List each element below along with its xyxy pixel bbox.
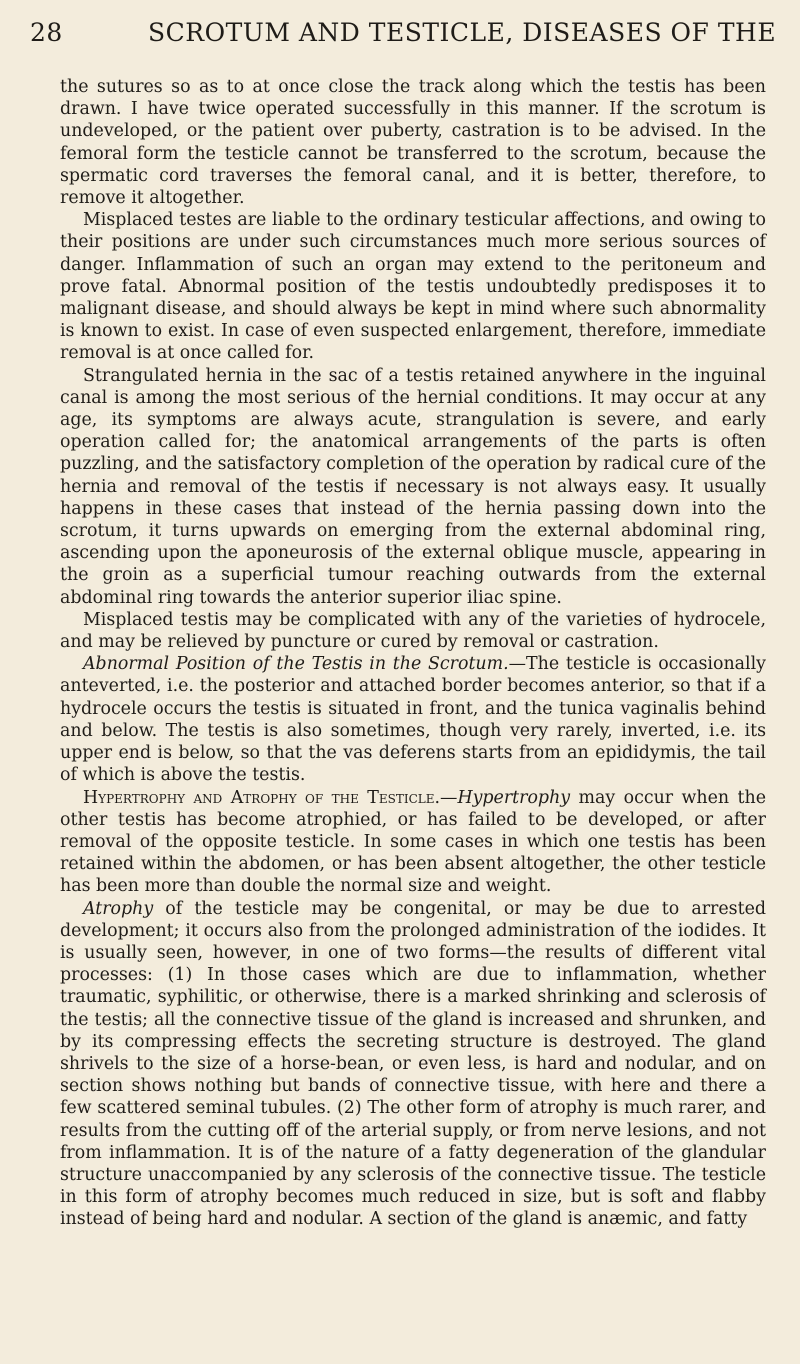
paragraph-text: of the testicle may be congenital, or may be due to arrested development; it occurs also from the prolonged administration of the iodides. It is usually seen, however, in one of two forms—the results of different vital processes: (1) In those cases which are due to inflammation, whether traumatic, syphilitic, or otherwise, there is a marked shrinking and sclerosis of the testis; all the connective tissue of the gland is increased and shrunken, and by its compressing effects the secreting structure is destroyed. The gland shrivels to the size of a horse-bean, or even less, is hard and nodular, and on section shows nothing but bands of connective tissue, with here and there a few scattered seminal tubules. (2) The other form of atrophy is much rarer, and results from the cutting off of the arterial supply, or from nerve lesions, and not from inflammation. It is of the nature of a fatty degeneration of the glandular structure unaccompanied by any sclerosis of the connective tissue. The testicle in this form of atrophy becomes much reduced in size, but is soft and flabby instead of being hard and nodular. A section of the gland is anæmic, and fatty (60, 898, 766, 1230)
paragraph-text: the sutures so as to at once close the track along which the testis has been drawn. I have twice operated successfully in this manner. If the scrotum is undeveloped, or the patient over puberty, castration is to be advised. In the femoral form the testicle cannot be transferred to the scrotum, because the spermatic cord traverses the femoral canal, and it is better, therefore, to remove it altogether. (60, 77, 766, 209)
paragraph (60, 209, 766, 364)
paragraph-text: —The testicle is occasionally anteverted, i.e. the posterior and attached border becomes anterior, so that if a hydrocele occurs the testis is situated in front, and the tunica vaginalis behind and below. The testis is also sometimes, though very rarely, inverted, i.e. its upper end is below, so that the vas deferens starts from an epididymis, the tail of which is above the testis. (60, 654, 766, 786)
running-title: SCROTUM AND TESTICLE, DISEASES OF THE (148, 18, 777, 47)
paragraph-text: Misplaced testis may be complicated with any of the varieties of hydrocele, and may be relieved by puncture or cured by removal or castration. (60, 609, 766, 653)
paragraph (60, 653, 766, 786)
paragraph (60, 609, 766, 653)
term-hypertrophy: Hypertrophy (457, 787, 571, 808)
paragraph (60, 898, 766, 1231)
paragraph-text: Misplaced testes are liable to the ordinary testicular affections, and owing to their positions are under such circumstances much more serious sources of danger. Inflammation of such an organ may extend to the peritoneum and prove fatal. Abnormal position of the testis undoubtedly predisposes it to malignant disease, and should always be kept in mind where such abnormality is known to exist. In case of even suspected enlargement, therefore, immediate removal is at once called for. (60, 210, 766, 364)
body-text (60, 76, 766, 1231)
paragraph-text: Strangulated hernia in the sac of a testis retained anywhere in the inguinal canal is among the most serious of the hernial conditions. It may occur at any age, its symptoms are always acute, strangulation is severe, and early operation called for; the anatomical arrangements of the parts is often puzzling, and the satisfactory completion of the operation by radical cure of the hernia and removal of the testis if necessary is not always easy. It usually happens in these cases that instead of the hernia passing down into the scrotum, it turns upwards on emerging from the external abdominal ring, ascending upon the aponeurosis of the external oblique muscle, appearing in the groin as a superficial tumour reaching outwards from the external abdominal ring towards the anterior superior iliac spine. (60, 365, 766, 608)
paragraph-text: may occur when the other testis has become atrophied, or has failed to be developed, or after removal of the opposite testicle. In some cases in which one testis has been retained within the abdomen, or has been absent altogether, the other testicle has been more than double the normal size and weight. (60, 787, 767, 897)
paragraph (60, 365, 766, 609)
page-header (30, 12, 777, 52)
term-atrophy: Atrophy (83, 898, 154, 919)
paragraph (60, 76, 766, 209)
paragraph (60, 787, 766, 898)
heading-dash: — (440, 787, 458, 808)
section-heading-abnormal-position: Abnormal Position of the Testis in the Scrotum. (83, 654, 509, 675)
page-number: 28 (30, 18, 63, 47)
section-heading-hypertrophy-atrophy: Hypertrophy and Atrophy of the Testicle. (83, 787, 441, 808)
